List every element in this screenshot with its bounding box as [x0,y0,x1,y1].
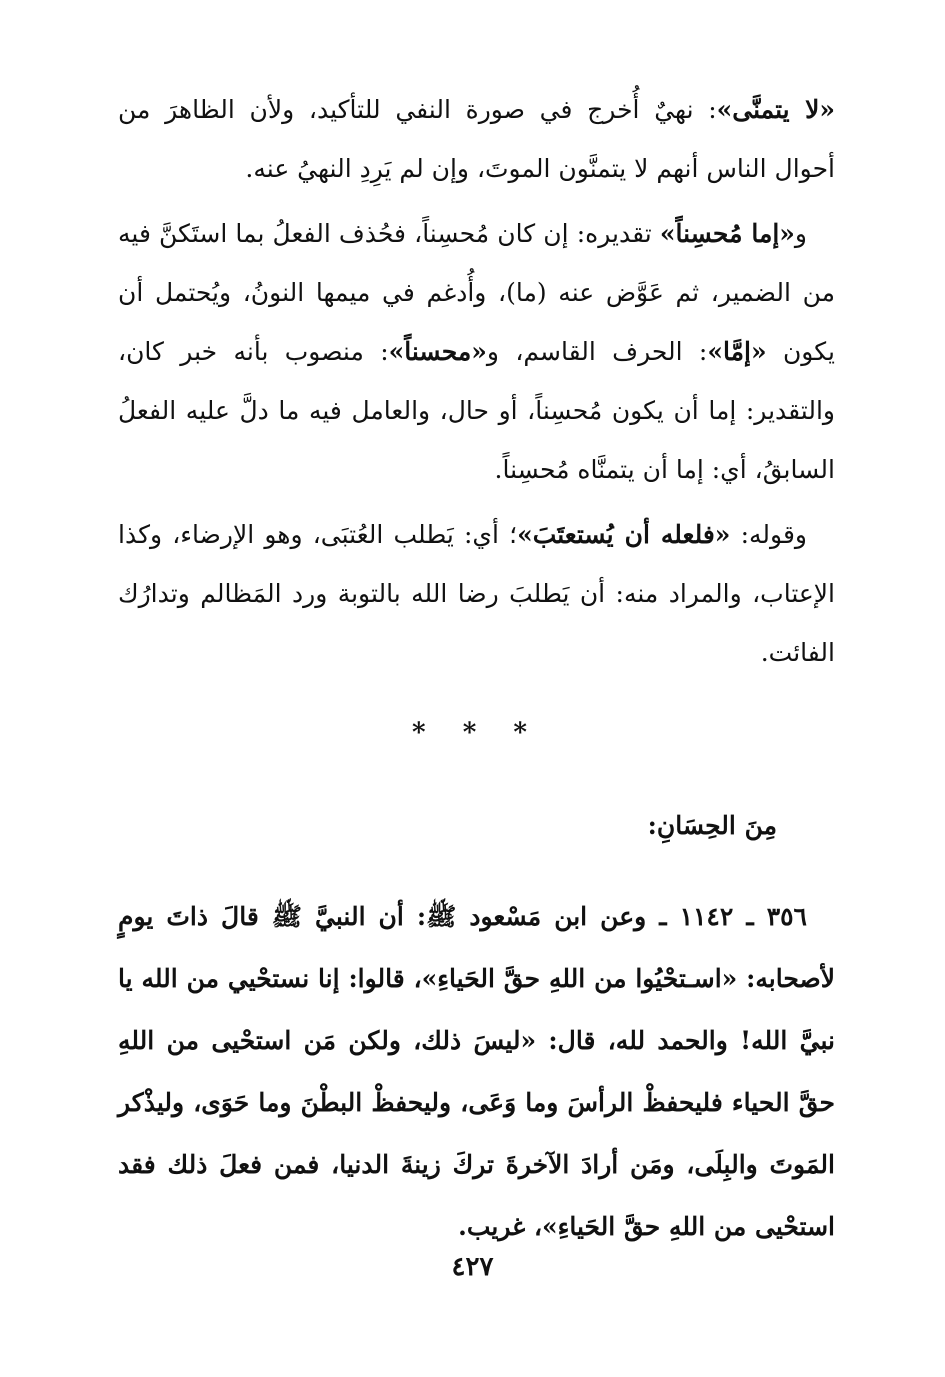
quoted-term: «لا يتمنَّى» [716,95,835,124]
paragraph-text: وقوله: [730,520,807,549]
paragraph-2 [118,204,835,499]
quoted-term: «إمَّا» [707,337,767,366]
section-separator: * * * [412,718,541,748]
paragraph-text: : منصوب بأنه خبر كان، والتقدير: إما أن يكون مُحسِناً، أو حال، والعامل فيه ما دلَّ عليه الفعلُ السابقُ، أي: إما أن يتمنَّاه مُحسِناً. [118,337,835,484]
paragraph-text: و [794,219,807,248]
page-number: ٤٢٧ [451,1252,494,1282]
quoted-term: «محسناً» [388,337,487,366]
hadith-text: ٣٥٦ ـ ١١٤٢ ـ وعن ابن مَسْعود ﷺ: أن النبيَّ ﷺ قالَ ذاتَ يومٍ لأصحابه: «اسـتحْيُوا من اللهِ حقَّ الحَياءِ»، قالوا: إنا نستحْيي من الله يا نبيَّ الله! والحمد لله، قال: «ليسَ ذلك، ولكن مَن استحْيى من اللهِ حقَّ الحياء فليحفظْ الرأسَ وما وَعَى، وليحفظْ البطْنَ وما حَوَى، وليذْكر المَوتَ والبِلَى، ومَن أرادَ الآخرةَ تركَ زينةَ الدنيا، فمن فعلَ ذلك فقد استحْيى من اللهِ حقَّ الحَياءِ»، غريب. [118,902,835,1241]
quoted-term: «فلعله أن يُستعتَبَ» [517,520,731,549]
paragraph-1 [118,80,835,198]
quoted-term: «إما مُحسِناً» [659,219,795,248]
paragraph-text: : نهيٌ أُخرج في صورة النفي للتأكيد، ولأن الظاهرَ من أحوال الناس أنهم لا يتمنَّون الموتَ، وإن لم يَرِدِ النهيُ عنه. [118,95,835,183]
paragraph-text: تقديره: إن كان مُحسِناً، فحُذف الفعلُ بما استَكنَّ فيه من الضمير، ثم عَوَّض عنه (ما)، وأُدغم في ميمها النونُ، ويُحتمل أن يكون [118,219,835,366]
paragraph-text: ؛ أي: يَطلب العُتبَى، وهو الإرضاء، وكذا الإعتاب، والمراد منه: أن يَطلبَ رضا الله بالتوبة ورد المَظالم وتدارُك الفائت. [118,520,835,667]
section-title: مِنَ الحِسَانِ: [647,811,777,840]
paragraph-3 [118,505,835,682]
paragraph-text: : الحرف القاسم، و [486,337,708,366]
page-body [118,80,835,1283]
